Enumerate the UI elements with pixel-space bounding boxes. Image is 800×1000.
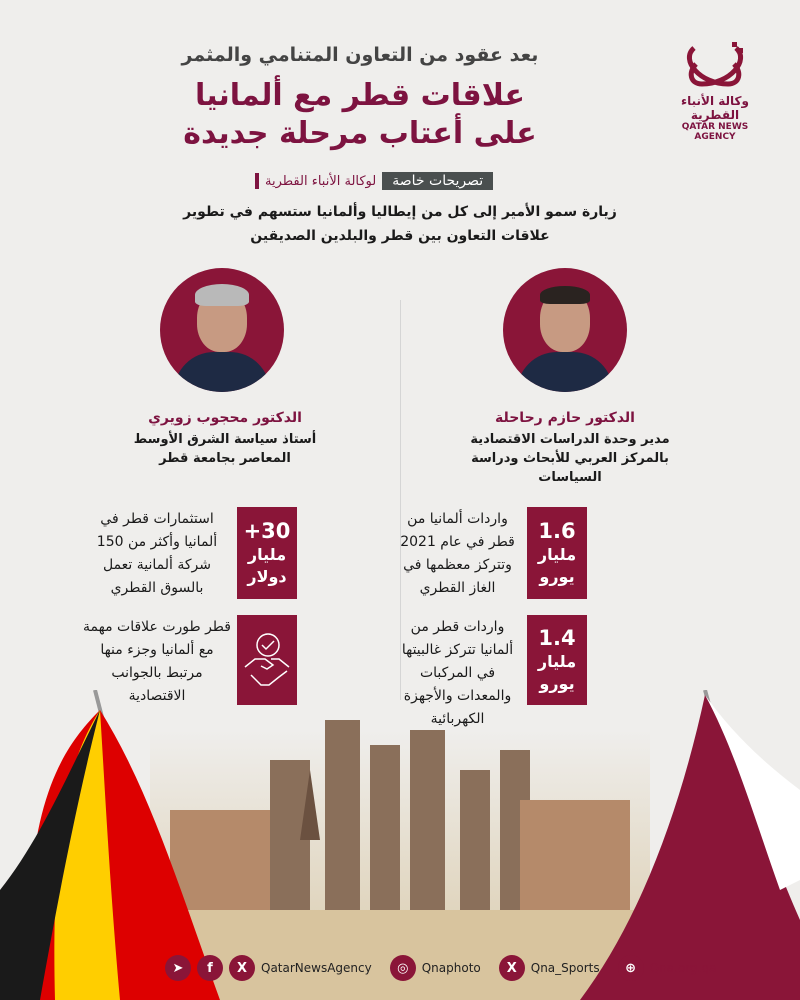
- stat-unit: مليار: [537, 545, 577, 564]
- x-sports-icon[interactable]: X: [499, 955, 525, 981]
- stat-box-investments: [237, 507, 297, 599]
- role-line: بالمركز العربي للأبحاث ودراسة: [471, 451, 669, 466]
- expert-name-left: الدكتور محجوب زويري: [148, 410, 302, 426]
- portrait-mahjoob-zweiri: [160, 268, 284, 392]
- stat-description: واردات ألمانيا من قطر في عام 2021 وتتركز معظمها في الغاز القطري: [400, 511, 515, 596]
- stat-description: واردات قطر من ألمانيا تتركز غالبيتها في المركبات والمعدات والأجهزة الكهربائية: [401, 619, 514, 727]
- stat-box-german-imports: [527, 507, 587, 599]
- qna-logo: [660, 40, 770, 142]
- telegram-icon[interactable]: ➤: [165, 955, 191, 981]
- stat-description: استثمارات قطر في ألمانيا وأكثر من 150 شركة ألمانية تعمل بالسوق القطري: [96, 511, 218, 596]
- logo-name-arabic: وكالة الأنباء القطرية: [681, 94, 749, 122]
- stat-unit: مليار: [247, 545, 287, 564]
- stat-description: قطر طورت علاقات مهمة مع ألمانيا وجزء منها مرتبط بالجوانب الاقتصادية: [83, 619, 231, 704]
- cityscape-flags-illustration: [0, 690, 800, 1000]
- instagram-icon[interactable]: ◎: [390, 955, 416, 981]
- special-label: تصريحات خاصة: [382, 172, 493, 190]
- qna-emblem-icon: [680, 40, 750, 92]
- special-statements-tag: [255, 172, 493, 190]
- lead-line1: زيارة سمو الأمير إلى كل من إيطاليا وألمانيا ستسهم في تطوير: [183, 204, 617, 220]
- role-line: المعاصر بجامعة قطر: [159, 451, 291, 466]
- role-line: مدير وحدة الدراسات الاقتصادية: [470, 432, 670, 447]
- stat-unit: مليار: [537, 652, 577, 671]
- expert-name-right: الدكتور حازم رحاحلة: [495, 410, 635, 426]
- portrait-hazem-rahahleh: [503, 268, 627, 392]
- globe-icon[interactable]: ⊕: [618, 955, 644, 981]
- instagram-handle-link[interactable]: Qnaphoto: [421, 961, 481, 975]
- tag-bar: [255, 173, 259, 189]
- stat-unit: يورو: [539, 567, 575, 586]
- facebook-icon[interactable]: f: [197, 955, 223, 981]
- expert-role-left: [115, 430, 335, 468]
- stat-unit: دولار: [247, 567, 287, 586]
- main-title-line2: على أعتاب مرحلة جديدة: [183, 116, 537, 151]
- special-source: لوكالة الأنباء القطرية: [265, 173, 377, 189]
- logo-name-english: QATAR NEWS AGENCY: [681, 122, 749, 142]
- handshake-icon: [237, 625, 297, 695]
- x-icon[interactable]: X: [229, 955, 255, 981]
- stat-value: 1.6: [538, 519, 576, 543]
- x-sports-handle-link[interactable]: Qna_Sports: [530, 961, 600, 975]
- main-title-line1: علاقات قطر مع ألمانيا: [195, 78, 525, 113]
- website-link[interactable]: Qna.org.qa: [649, 961, 717, 975]
- kicker-heading: بعد عقود من التعاون المتنامي والمثمر: [181, 44, 539, 66]
- expert-role-right: [440, 430, 700, 487]
- social-footer: [165, 955, 728, 981]
- role-line: السياسات: [538, 470, 602, 485]
- stat-value: +30: [243, 519, 291, 543]
- x-handle-link[interactable]: QatarNewsAgency: [261, 961, 372, 975]
- stat-value: 1.4: [538, 626, 576, 650]
- stat-unit: يورو: [539, 674, 575, 693]
- role-line: أستاذ سياسة الشرق الأوسط: [133, 432, 317, 447]
- lead-line2: علاقات التعاون بين قطر والبلدين الصديقين: [250, 228, 550, 244]
